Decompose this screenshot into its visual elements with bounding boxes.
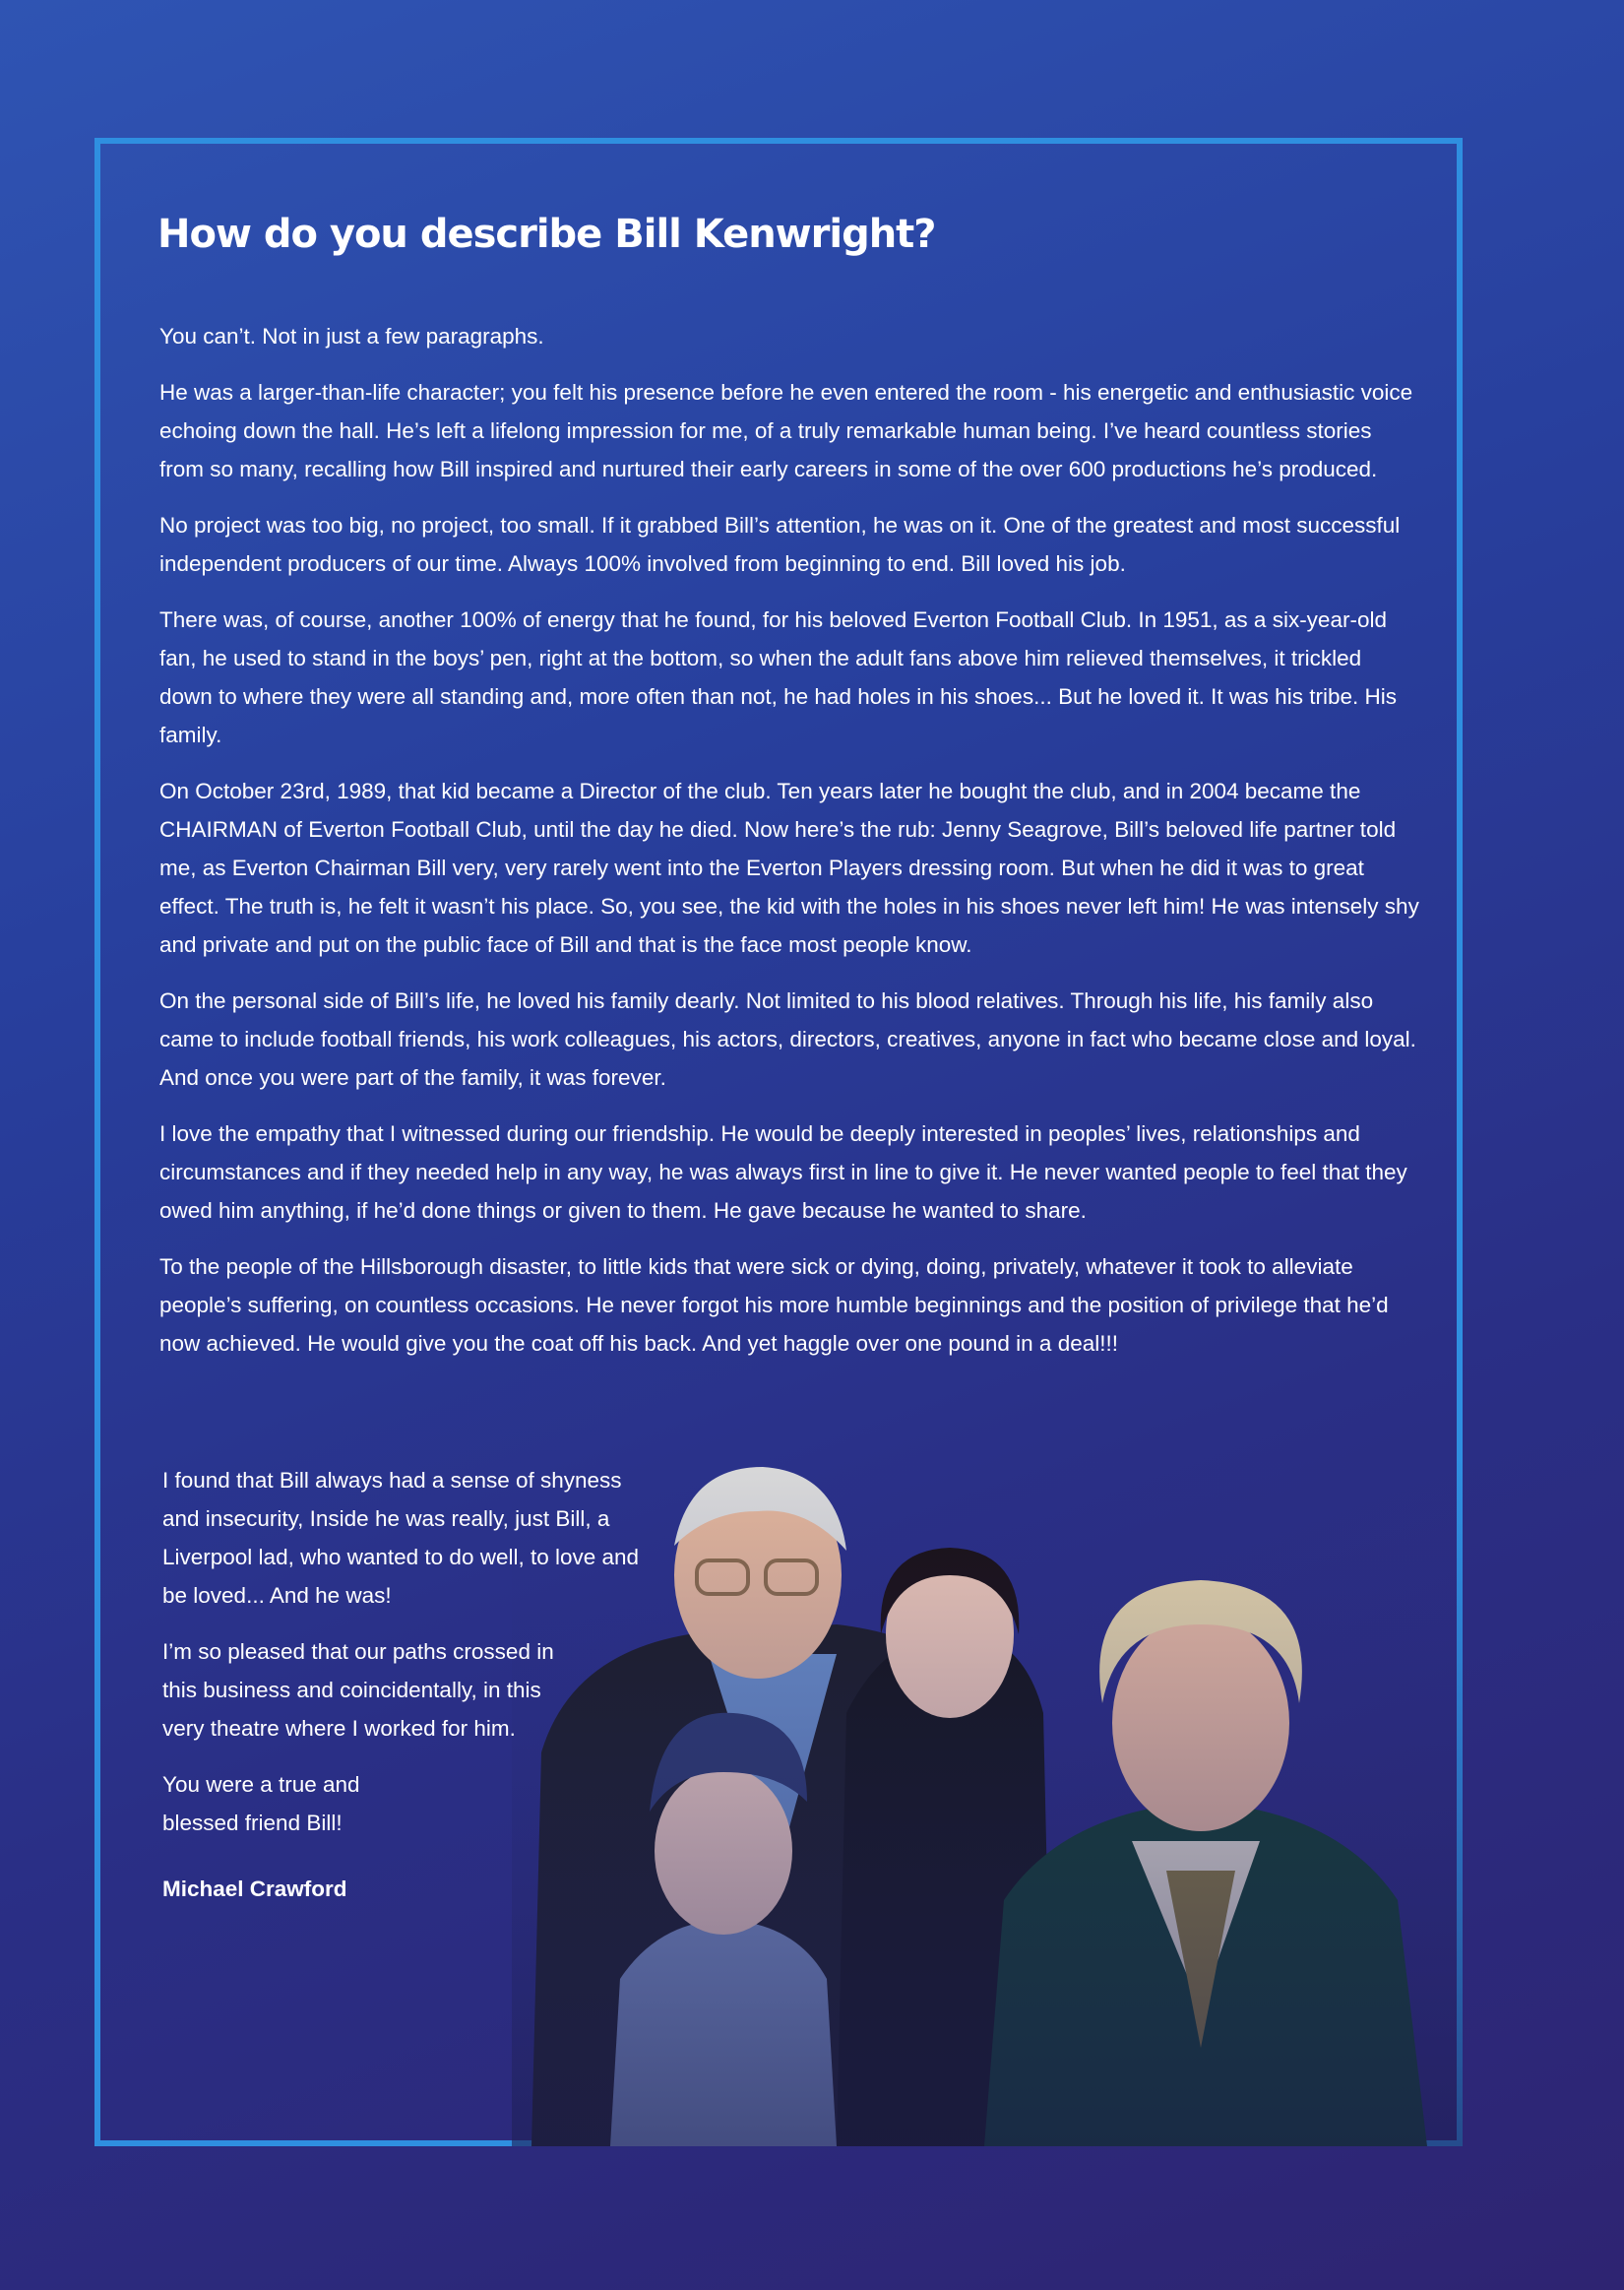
paragraph: I love the empathy that I witnessed during our friendship. He would be deeply interested in peoples’ lives, relationships and circumstances and if they needed help in any way, he was always first in line to give it. He never wanted people to feel that they owed him anything, if he’d done things or given to them. He gave because he wanted to share. (159, 1121, 1407, 1223)
paragraph: I found that Bill always had a sense of shyness and insecurity, Inside he was really, just Bill, a Liverpool lad, who wanted to do well, to love and be loved... And he was! (162, 1468, 640, 1608)
paragraph: To the people of the Hillsborough disaster, to little kids that were sick or dying, doing, privately, whatever it took to alleviate people’s suffering, on countless occasions. He never forgot his more humble beginnings and the position of privilege that he’d now achieved. He would give you the coat off his back. And yet haggle over one pound in a deal!!! (159, 1254, 1389, 1356)
paragraph: He was a larger-than-life character; you felt his presence before he even entered the room - his energetic and enthusiastic voice echoing down the hall. He’s left a lifelong impression for me, of a truly remarkable human being. I’ve heard countless stories from so many, recalling how Bill inspired and nurtured their early careers in some of the over 600 productions he’s produced. (159, 380, 1413, 481)
paragraph: On the personal side of Bill’s life, he loved his family dearly. Not limited to his blood relatives. Through his life, his family also came to include football friends, his work colleagues, his actors, directors, creatives, anyone in fact who became close and loyal. And once you were part of the family, it was forever. (159, 988, 1416, 1090)
article-title: How do you describe Bill Kenwright? (157, 212, 936, 257)
closing-text (162, 1461, 674, 1926)
paragraph: There was, of course, another 100% of energy that he found, for his beloved Everton Football Club. In 1951, as a six-year-old fan, he used to stand in the boys’ pen, right at the bottom, so when the adult fans above him relieved themselves, it trickled down to where they were all standing and, more often than not, he had holes in his shoes... But he loved it. It was his tribe. His family. (159, 607, 1397, 747)
paragraph: You can’t. Not in just a few paragraphs. (159, 324, 544, 349)
article-body (159, 317, 1419, 1380)
paragraph: No project was too big, no project, too small. If it grabbed Bill’s attention, he was on it. One of the greatest and most successful independent producers of our time. Always 100% involved from beginning to end. Bill loved his job. (159, 513, 1401, 576)
paragraph: You were a true and blessed friend Bill! (162, 1772, 360, 1835)
signature: Michael Crawford (162, 1877, 347, 1901)
paragraph: On October 23rd, 1989, that kid became a Director of the club. Ten years later he bought the club, and in 2004 became the CHAIRMAN of Everton Football Club, until the day he died. Now here’s the rub: Jenny Seagrove, Bill’s beloved life partner told me, as Everton Chairman Bill very, very rarely went into the Everton Players dressing room. But when he did it was to great effect. The truth is, he felt it wasn’t his place. So, you see, the kid with the holes in his shoes never left him! He was intensely shy and private and put on the public face of Bill and that is the face most people know. (159, 779, 1419, 957)
paragraph: I’m so pleased that our paths crossed in this business and coincidentally, in this very theatre where I worked for him. (162, 1639, 554, 1741)
